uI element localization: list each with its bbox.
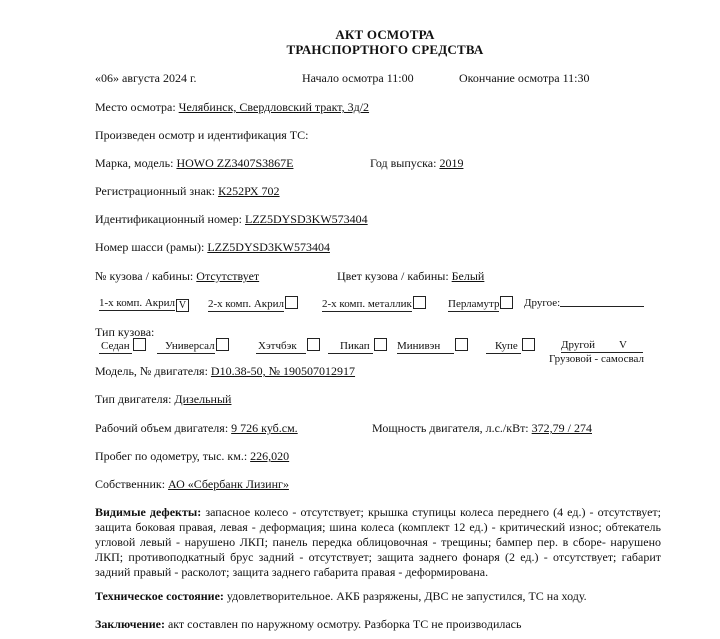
body-coupe-label: Купе	[486, 339, 521, 354]
paint-acryl1-checkbox[interactable]: V	[176, 299, 189, 312]
body-pickup-label: Пикап	[328, 339, 373, 354]
body-universal-checkbox[interactable]	[216, 338, 229, 351]
volume-value: 9 726 куб.см.	[231, 421, 298, 435]
chassis-label: Номер шасси (рамы):	[95, 240, 205, 254]
tech-state-label: Техническое состояние:	[95, 589, 224, 603]
paint-metallic-label: 2-х комп. металлик	[322, 298, 412, 310]
paint-acryl1-label: 1-х комп. Акрил	[99, 297, 176, 309]
paint-metallic-option	[322, 296, 426, 312]
paint-acryl1-option	[99, 296, 189, 312]
paint-other-option	[524, 296, 644, 310]
owner-label: Собственник:	[95, 477, 166, 491]
conclusion-field	[95, 617, 521, 631]
conclusion-text: акт составлен по наружному осмотру. Разборка ТС не производилась	[167, 617, 522, 631]
body-other-mark[interactable]: V	[603, 338, 643, 353]
engine-type-label: Тип двигателя:	[95, 392, 172, 406]
chassis-field	[95, 240, 330, 254]
brand-field	[95, 156, 293, 170]
body-color-label: Цвет кузова / кабины:	[337, 269, 449, 283]
body-other-value: Грузовой - самосвал	[549, 353, 645, 365]
owner-value: АО «Сбербанк Лизинг»	[168, 477, 289, 491]
body-other-option	[561, 338, 643, 353]
body-coupe-option	[486, 338, 535, 354]
engine-model-field	[95, 364, 355, 378]
engine-type-value: Дизельный	[174, 392, 232, 406]
vin-label: Идентификационный номер:	[95, 212, 242, 226]
body-color-value: Белый	[451, 269, 485, 283]
conclusion-label: Заключение:	[95, 617, 165, 631]
body-hatchback-label: Хэтчбэк	[256, 339, 306, 354]
body-type-label: Тип кузова:	[95, 325, 155, 339]
paint-pearl-option	[448, 296, 513, 312]
body-universal-option	[157, 338, 229, 354]
brand-label: Марка, модель:	[95, 156, 174, 170]
volume-field	[95, 421, 298, 435]
body-number-field	[95, 269, 259, 283]
paint-other-label: Другое:	[524, 297, 561, 309]
defects-label: Видимые дефекты:	[95, 505, 202, 519]
body-pickup-checkbox[interactable]	[374, 338, 387, 351]
body-other-label: Другой	[561, 338, 603, 353]
tech-state-text: удовлетворительное. АКБ разряжены, ДВС не запустился, ТС на ходу.	[226, 589, 587, 603]
body-universal-label: Универсал	[157, 339, 215, 354]
body-number-label: № кузова / кабины:	[95, 269, 194, 283]
ident-heading: Произведен осмотр и идентификация ТС:	[95, 128, 309, 142]
power-field	[372, 421, 592, 435]
power-value: 372,79 / 274	[531, 421, 592, 435]
body-minivan-option	[397, 338, 468, 354]
reg-value: К252РХ 702	[218, 184, 280, 198]
vin-value: LZZ5DYSD3KW573404	[244, 212, 368, 226]
paint-other-line[interactable]	[560, 296, 644, 307]
year-value: 2019	[439, 156, 464, 170]
body-sedan-label: Седан	[99, 339, 132, 354]
year-field	[370, 156, 463, 170]
vin-field	[95, 212, 368, 226]
chassis-value: LZZ5DYSD3KW573404	[207, 240, 330, 254]
body-number-value: Отсутствует	[196, 269, 260, 283]
body-minivan-label: Минивэн	[397, 339, 454, 354]
place-value: Челябинск, Свердловский тракт, 3д/2	[178, 100, 370, 114]
mileage-label: Пробег по одометру, тыс. км.:	[95, 449, 248, 463]
body-sedan-option	[99, 338, 146, 354]
inspection-end: Окончание осмотра 11:30	[459, 71, 590, 85]
engine-model-label: Модель, № двигателя:	[95, 364, 208, 378]
inspection-start: Начало осмотра 11:00	[302, 71, 414, 85]
body-coupe-checkbox[interactable]	[522, 338, 535, 351]
defects-text: запасное колесо - отсутствует; крышка ступицы колеса переднего (4 ед.) - отсутствует; защита боковая правая, левая - деформация; шина колеса (комплект 12 ед.) - критический износ; обтекатель угловой левый - нарушено ЛКП; панель передка облицовочная - трещины; бампер пер. в сборе- нарушено ЛКП; противоподкатный брус задний - отсутствует; защита заднего фонаря (2 ед.) - отсутствует; габарит задний правый - расколот; защита заднего габарита правая - деформирована.	[95, 505, 662, 579]
body-sedan-checkbox[interactable]	[133, 338, 146, 351]
tech-state-field	[95, 589, 587, 603]
brand-value: HOWO ZZ3407S3867E	[176, 156, 294, 170]
mileage-value: 226,020	[250, 449, 290, 463]
year-label: Год выпуска:	[370, 156, 437, 170]
engine-type-field	[95, 392, 231, 406]
paint-acryl2-option	[208, 296, 298, 312]
body-pickup-option	[328, 338, 387, 354]
body-color-field	[337, 269, 484, 283]
body-hatchback-option	[256, 338, 320, 354]
engine-model-value: D10.38-50, № 190507012917	[210, 364, 356, 378]
owner-field	[95, 477, 289, 491]
mileage-field	[95, 449, 289, 463]
inspection-date: «06» августа 2024 г.	[95, 71, 197, 85]
power-label: Мощность двигателя, л.с./кВт:	[372, 421, 529, 435]
reg-field	[95, 184, 280, 198]
volume-label: Рабочий объем двигателя:	[95, 421, 229, 435]
reg-label: Регистрационный знак:	[95, 184, 216, 198]
paint-acryl2-label: 2-х комп. Акрил	[208, 298, 285, 310]
document-title-line2: ТРАНСПОРТНОГО СРЕДСТВА	[286, 42, 484, 57]
paint-acryl2-checkbox[interactable]	[285, 296, 298, 309]
document-title-line1: АКТ ОСМОТРА	[335, 27, 435, 42]
body-minivan-checkbox[interactable]	[455, 338, 468, 351]
body-hatchback-checkbox[interactable]	[307, 338, 320, 351]
paint-metallic-checkbox[interactable]	[413, 296, 426, 309]
paint-pearl-label: Перламутр	[448, 298, 500, 310]
place-field	[95, 100, 369, 114]
place-label: Место осмотра:	[95, 100, 176, 114]
paint-pearl-checkbox[interactable]	[500, 296, 513, 309]
defects-paragraph	[95, 505, 661, 580]
